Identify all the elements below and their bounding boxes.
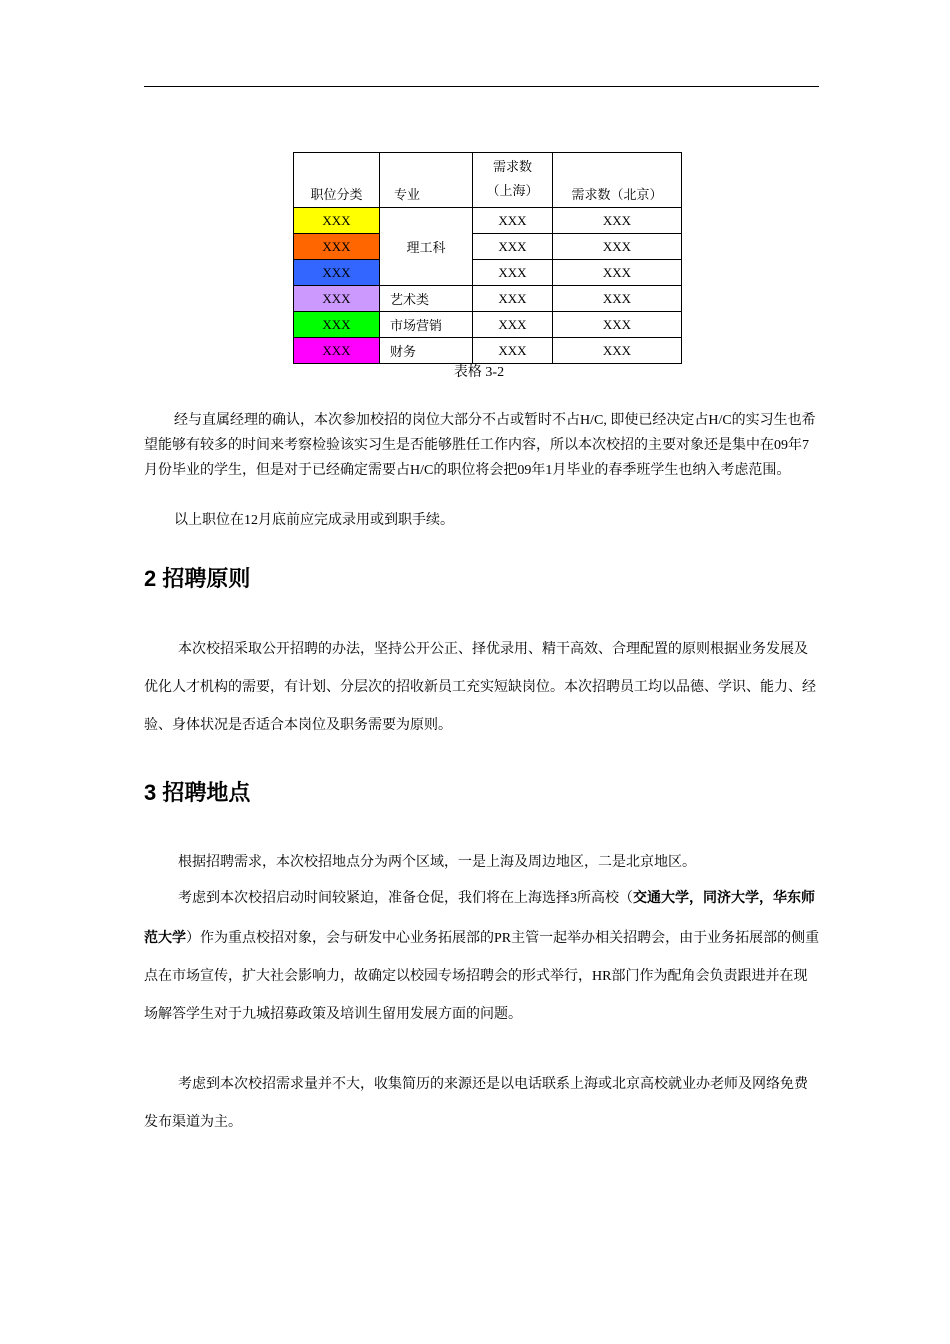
category-cell: XXX (294, 208, 380, 234)
beijing-cell: XXX (553, 312, 682, 338)
paragraph-regions: 根据招聘需求，本次校招地点分为两个区域，一是上海及周边地区，二是北京地区。 (178, 855, 696, 870)
paragraph-target-audience: 经与直属经理的确认，本次参加校招的岗位大部分不占或暂时不占H/C, 即使已经决定占H/C的实习生也希望能够有较多的时间来考察检验该实习生是否能够胜任工作内容，所以本次校招的主要对象还是集中在09年7月份毕业的学生，但是对于已经确定需要占H/C的职位将会把09年1月毕业的春季班学生也纳入考虑范围。 (144, 413, 816, 478)
category-cell: XXX (294, 286, 380, 312)
table-header-row (294, 153, 682, 208)
paragraph-shanghai-plan (144, 878, 820, 1034)
paragraph-shanghai-plan-a: 考虑到本次校招启动时间较紧迫，准备仓促，我们将在上海选择3所高校（ (178, 891, 633, 906)
shanghai-cell: XXX (473, 286, 553, 312)
beijing-cell: XXX (553, 208, 682, 234)
table-row (294, 286, 682, 312)
category-cell: XXX (294, 260, 380, 286)
table-caption: 表格 3-2 (453, 365, 505, 380)
shanghai-cell: XXX (473, 260, 553, 286)
beijing-cell: XXX (553, 260, 682, 286)
table-row (294, 234, 682, 260)
header-major: 专业 (380, 153, 473, 208)
shanghai-cell: XXX (473, 338, 553, 364)
header-rule (144, 86, 819, 87)
major-cell: 财务 (380, 338, 473, 364)
key-universities: 交通大学，同济大学，华东师范大学 (144, 889, 815, 945)
paragraph-resume-sources: 考虑到本次校招需求量并不大，收集简历的来源还是以电话联系上海或北京高校就业办老师及网络免费发布渠道为主。 (144, 1077, 808, 1130)
header-demand-beijing: 需求数（北京） (553, 153, 682, 208)
major-cell: 艺术类 (380, 286, 473, 312)
beijing-cell: XXX (553, 286, 682, 312)
paragraph-principles: 本次校招采取公开招聘的办法，坚持公开公正、择优录用、精干高效、合理配置的原则根据业务发展及优化人才机构的需要，有计划、分层次的招收新员工充实短缺岗位。本次招聘员工均以品德、学识、能力、经验、身体状况是否适合本岗位及职务需要为原则。 (144, 642, 816, 733)
header-demand-sh-line1: 需求数 (492, 159, 532, 174)
category-cell: XXX (294, 338, 380, 364)
category-cell: XXX (294, 312, 380, 338)
table-row (294, 208, 682, 234)
category-cell: XXX (294, 234, 380, 260)
header-demand-shanghai (473, 153, 553, 208)
beijing-cell: XXX (553, 338, 682, 364)
major-cell: 市场营销 (380, 312, 473, 338)
paragraph-deadline: 以上职位在12月底前应完成录用或到职手续。 (174, 513, 454, 528)
table-row (294, 260, 682, 286)
header-demand-sh-line2: （上海） (486, 183, 539, 198)
major-cell-merged: 理工科 (380, 208, 473, 286)
paragraph-shanghai-plan-b: ）作为重点校招对象，会与研发中心业务拓展部的PR主管一起举办相关招聘会，由于业务拓展部的侧重点在市场宣传，扩大社会影响力，故确定以校园专场招聘会的形式举行，HR部门作为配角会负责跟进并在现场解答学生对于九城招募政策及培训生留用发展方面的问题。 (144, 931, 820, 1022)
table-row (294, 338, 682, 364)
shanghai-cell: XXX (473, 234, 553, 260)
section-heading-locations: 3 招聘地点 (144, 780, 251, 805)
beijing-cell: XXX (553, 234, 682, 260)
section-heading-principles: 2 招聘原则 (144, 566, 251, 591)
header-category: 职位分类 (294, 153, 380, 208)
table-row (294, 312, 682, 338)
demand-table (293, 152, 682, 364)
shanghai-cell: XXX (473, 208, 553, 234)
shanghai-cell: XXX (473, 312, 553, 338)
